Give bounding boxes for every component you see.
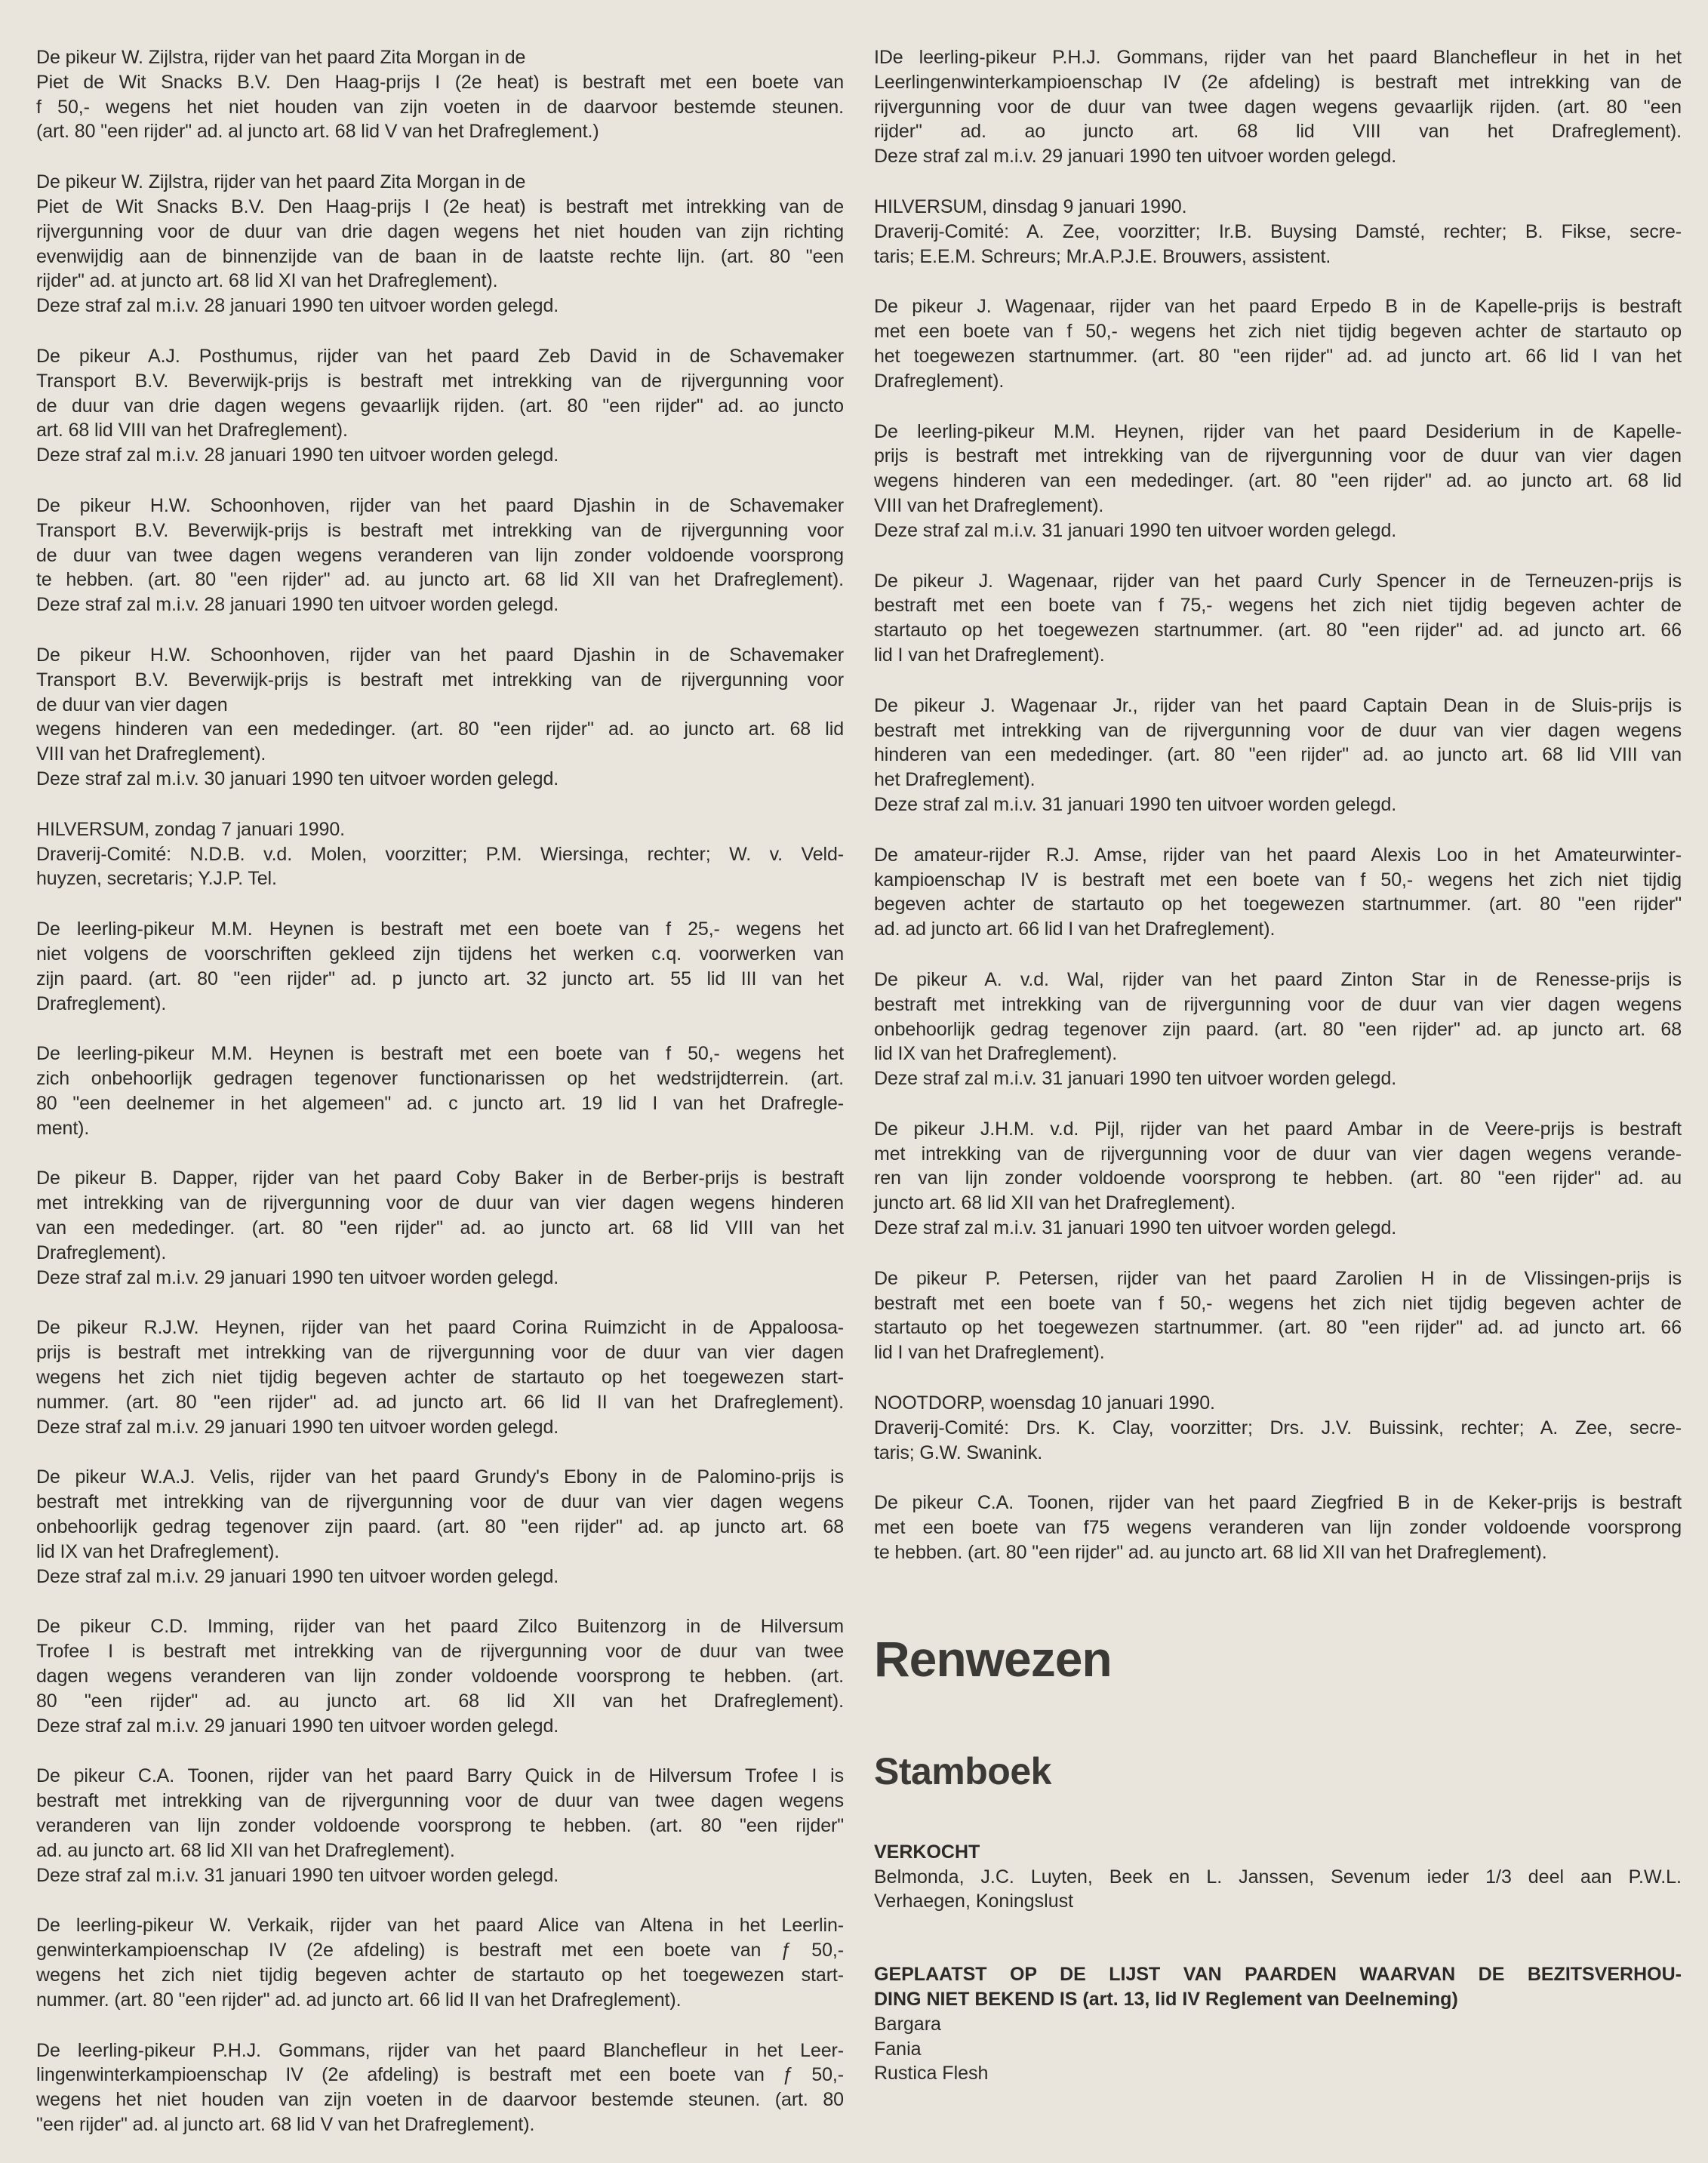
notice-line: de duur van vier dagen [36,694,228,715]
notice-line: Deze straf zal m.i.v. 29 januari 1990 ten uitvoer worden gelegd. [36,1715,559,1737]
verkocht-line: Verhaegen, Koningslust [874,1891,1074,1912]
notice-line: Deze straf zal m.i.v. 29 januari 1990 ten uitvoer worden gelegd. [36,1266,559,1288]
section-title: Renwezen [874,1630,1112,1687]
notice-line: Draverij-Comité: N.D.B. v.d. Molen, voorzitter; P.M. Wiersinga, rechter; W. v. Veld- [36,843,844,865]
notice-line: De leerling-pikeur M.M. Heynen is bestraft met een boete van f 50,- wegens het [36,1043,844,1065]
notice-line: wegens hinderen van een mededinger. (art. 80 "een rijder" ad. ao juncto art. 68 lid [874,470,1682,492]
notice-line: lingenwinterkampioenschap IV (2e afdeling) is bestraft met een boete van ƒ 50,- [36,2064,844,2086]
notice-line: nummer. (art. 80 "een rijder" ad. ad juncto art. 66 lid II van het Drafreglement). [36,1391,844,1413]
notice-line: startauto op het toegewezen startnummer. (art. 80 "een rijder" ad. ad juncto art. 66 [874,1317,1682,1339]
notice-line: bestraft met intrekking van de rijvergunning voor de duur van twee dagen wegens [36,1790,844,1812]
notice-line: De pikeur C.A. Toonen, rijder van het paard Ziegfried B in de Keker-prijs is bestraft [874,1492,1682,1514]
notice-line: het toegewezen startnummer. (art. 80 "een rijder" ad. ad juncto art. 66 lid I van het [874,345,1682,367]
notice-paragraph [36,1315,844,1439]
notice-line: De pikeur P. Petersen, rijder van het paard Zarolien H in de Vlissingen-prijs is [874,1267,1682,1289]
notice-line: Deze straf zal m.i.v. 30 januari 1990 ten uitvoer worden gelegd. [36,768,559,789]
notice-paragraph [874,420,1682,543]
notice-line: De pikeur C.D. Imming, rijder van het paard Zilco Buitenzorg in de Hilversum [36,1616,844,1638]
notice-line: zich onbehoorlijk gedragen tegenover functionarissen op het wedstrijdterrein. (art. [36,1068,844,1090]
notice-line: Drafreglement). [36,992,167,1014]
notice-line: Deze straf zal m.i.v. 31 januari 1990 ten uitvoer worden gelegd. [36,1864,559,1886]
notice-line: wegens het niet houden van zijn voeten in de daarvoor bestemde steunen. (art. 80 [36,2089,844,2111]
notice-line: wegens het zich niet tijdig begeven achter de startauto op het toegewezen start- [36,1367,844,1389]
notice-line: genwinterkampioenschap IV (2e afdeling) is bestraft met een boete van ƒ 50,- [36,1940,844,1961]
notice-paragraph [36,1764,844,1888]
notice-line: (art. 80 "een rijder" ad. al juncto art. 68 lid V van het Drafreglement.) [36,121,599,143]
notice-line: taris; E.E.M. Schreurs; Mr.A.P.J.E. Brouwers, assistent. [874,245,1331,267]
notice-line: art. 68 lid VIII van het Drafreglement). [36,420,348,442]
notice-line: wegens hinderen van een mededinger. (art. 80 "een rijder" ad. ao juncto art. 68 lid [36,718,844,740]
notice-line: veranderen van lijn zonder voldoende voorsprong te hebben. (art. 80 "een rijder" [36,1815,844,1837]
notice-paragraph [36,1042,844,1140]
notice-line: VIII van het Drafreglement). [874,494,1104,516]
notice-line: startauto op het toegewezen startnummer. (art. 80 "een rijder" ad. ad juncto art. 66 [874,620,1682,642]
notice-line: prijs is bestraft met intrekking van de rijvergunning voor de duur van vier dagen [874,445,1682,467]
notice-paragraph [874,843,1682,942]
notice-line: met intrekking van de rijvergunning voor de duur van vier dagen wegens verande- [874,1143,1682,1165]
notice-line: Deze straf zal m.i.v. 28 januari 1990 ten uitvoer worden gelegd. [36,594,559,616]
notice-paragraph [36,45,844,144]
notice-line: de duur van twee dagen wegens veranderen van lijn zonder voldoende voorsprong [36,544,844,566]
notice-line: De amateur-rijder R.J. Amse, rijder van het paard Alexis Loo in het Amateurwinter- [874,844,1682,866]
notice-paragraph [36,817,844,891]
notice-line: Transport B.V. Beverwijk-prijs is bestraft met intrekking van de rijvergunning voor [36,669,844,691]
notice-line: De leerling-pikeur M.M. Heynen, rijder van het paard Desiderium in de Kapelle- [874,420,1682,442]
notice-line: evenwijdig aan de binnenzijde van de baan in de laatste rechte lijn. (art. 80 "een [36,245,844,267]
notice-line: taris; G.W. Swanink. [874,1441,1043,1463]
notice-line: VIII van het Drafreglement). [36,743,266,765]
geplaatst-heading [874,1962,1682,2012]
notice-line: Deze straf zal m.i.v. 29 januari 1990 ten uitvoer worden gelegd. [874,146,1397,168]
notice-line: de duur van drie dagen wegens gevaarlijk rijden. (art. 80 "een rijder" ad. ao juncto [36,395,844,417]
notice-line: kampioenschap IV is bestraft met een boete van f 50,- wegens het zich niet tijdig [874,869,1682,891]
notice-line: van een mededinger. (art. 80 "een rijder" ad. ao juncto art. 68 lid VIII van het [36,1217,844,1239]
notice-paragraph [874,294,1682,393]
notice-paragraph [36,2038,844,2137]
notice-line: niet volgens de voorschriften gekleed zijn tijdens het werken c.q. voorwerken van [36,943,844,965]
notice-line: te hebben. (art. 80 "een rijder" ad. au juncto art. 68 lid XII van het Drafreglement). [874,1542,1547,1564]
notice-paragraph [874,1391,1682,1465]
left-column [36,45,844,2163]
notice-line: "een rijder" ad. al juncto art. 68 lid V van het Drafreglement). [36,2113,535,2135]
notice-line: De pikeur J. Wagenaar, rijder van het paard Curly Spencer in de Terneuzen-prijs is [874,570,1682,592]
notice-line: Deze straf zal m.i.v. 28 januari 1990 ten uitvoer worden gelegd. [36,295,559,317]
notice-line: begeven achter de startauto op het toegewezen startnummer. (art. 80 "een rijder" [874,894,1682,915]
notice-paragraph [874,1117,1682,1241]
notice-line: lid I van het Drafreglement). [874,1342,1105,1364]
geplaatst-list [874,2012,1682,2086]
notice-line: Piet de Wit Snacks B.V. Den Haag-prijs I (2e heat) is bestraft met intrekking van de [36,195,844,217]
geplaatst-heading-line: GEPLAATST OP DE LIJST VAN PAARDEN WAARVAN DE BEZITSVERHOU- [874,1964,1682,1986]
notice-line: NOOTDORP, woensdag 10 januari 1990. [874,1392,1215,1414]
notice-line: IDe leerling-pikeur P.H.J. Gommans, rijder van het paard Blanchefleur in het in het [874,47,1682,68]
notice-line: Deze straf zal m.i.v. 31 januari 1990 ten uitvoer worden gelegd. [874,1068,1397,1090]
notice-line: juncto art. 68 lid XII van het Drafreglement). [874,1192,1236,1214]
horse-name: Rustica Flesh [874,2063,989,2085]
notice-line: rijvergunning voor de duur van drie dagen wegens het niet houden van zijn richting [36,220,844,242]
notice-line: De leerling-pikeur P.H.J. Gommans, rijder van het paard Blanchefleur in het Leer- [36,2039,844,2061]
right-column-paragraphs [874,45,1682,1565]
notice-line: Draverij-Comité: Drs. K. Clay, voorzitter; Drs. J.V. Buissink, rechter; A. Zee, secre- [874,1417,1682,1438]
notice-line: De pikeur C.A. Toonen, rijder van het paard Barry Quick in de Hilversum Trofee I is [36,1765,844,1787]
notice-line: f 50,- wegens het niet houden van zijn voeten in de daarvoor bestemde steunen. [36,96,844,118]
notice-line: Deze straf zal m.i.v. 31 januari 1990 ten uitvoer worden gelegd. [874,519,1397,541]
horse-name: Fania [874,2038,922,2060]
notice-line: Transport B.V. Beverwijk-prijs is bestraft met intrekking van de rijvergunning voor [36,370,844,392]
notice-line: De pikeur W.A.J. Velis, rijder van het paard Grundy's Ebony in de Palomino-prijs is [36,1466,844,1488]
notice-line: Deze straf zal m.i.v. 28 januari 1990 ten uitvoer worden gelegd. [36,445,559,466]
notice-line: De pikeur J. Wagenaar Jr., rijder van het paard Captain Dean in de Sluis-prijs is [874,694,1682,716]
notice-paragraph [36,917,844,1016]
notice-line: met een boete van f 50,- wegens het zich niet tijdig begeven achter de startauto op [874,321,1682,343]
notice-line: De pikeur W. Zijlstra, rijder van het paard Zita Morgan in de [36,47,526,68]
notice-line: lid IX van het Drafreglement). [36,1540,280,1562]
notice-line: 80 "een rijder" ad. au juncto art. 68 lid XII van het Drafreglement). [36,1690,844,1712]
notice-line: rijder" ad. ao juncto art. 68 lid VIII van het Drafreglement). [874,121,1682,143]
notice-line: Deze straf zal m.i.v. 29 januari 1990 ten uitvoer worden gelegd. [36,1416,559,1438]
notice-line: Drafreglement). [36,1241,167,1263]
notice-paragraph [874,1266,1682,1365]
notice-line: bestraft met een boete van f 75,- wegens het zich niet tijdig begeven achter de [874,595,1682,617]
notice-paragraph [36,494,844,617]
right-column [874,45,1682,2086]
notice-paragraph [874,569,1682,668]
notice-line: zijn paard. (art. 80 "een rijder" ad. p juncto art. 32 juncto art. 55 lid III van het [36,968,844,989]
notice-paragraph [36,1166,844,1290]
notice-line: De leerling-pikeur W. Verkaik, rijder van het paard Alice van Altena in het Leerlin- [36,1915,844,1937]
notice-line: De pikeur J.H.M. v.d. Pijl, rijder van het paard Ambar in de Veere-prijs is bestraft [874,1118,1682,1140]
notice-line: Deze straf zal m.i.v. 31 januari 1990 ten uitvoer worden gelegd. [874,1217,1397,1239]
notice-line: Leerlingenwinterkampioenschap IV (2e afdeling) is bestraft met intrekking van de [874,71,1682,93]
notice-line: rijvergunning voor de duur van twee dagen wegens gevaarlijk rijden. (art. 80 "een [874,96,1682,118]
notice-line: ad. au juncto art. 68 lid XII van het Drafreglement). [36,1839,455,1861]
notice-paragraph [36,1465,844,1589]
notice-line: ren van lijn zonder voldoende voorsprong te hebben. (art. 80 "een rijder" ad. au [874,1168,1682,1189]
notice-line: met intrekking van de rijvergunning voor de duur van vier dagen wegens hinderen [36,1192,844,1214]
geplaatst-heading-line: DING NIET BEKEND IS (art. 13, lid IV Reglement van Deelneming) [874,1989,1458,2011]
verkocht-heading: VERKOCHT [874,1841,980,1863]
notice-paragraph [874,45,1682,169]
notice-line: Piet de Wit Snacks B.V. Den Haag-prijs I (2e heat) is bestraft met een boete van [36,71,844,93]
notice-paragraph [36,344,844,468]
notice-line: bestraft met intrekking van de rijvergunning voor de duur van vier dagen wegens [874,719,1682,741]
notice-line: bestraft met intrekking van de rijvergunning voor de duur van vier dagen wegens [874,993,1682,1015]
notice-line: HILVERSUM, zondag 7 januari 1990. [36,818,345,840]
notice-line: met een boete van f75 wegens veranderen van lijn zonder voldoende voorsprong [874,1517,1682,1539]
notice-paragraph [36,1913,844,2012]
notice-line: Transport B.V. Beverwijk-prijs is bestraft met intrekking van de rijvergunning voor [36,519,844,541]
notice-line: onbehoorlijk gedrag tegenover zijn paard. (art. 80 "een rijder" ad. ap juncto art. 68 [36,1516,844,1538]
notice-line: De leerling-pikeur M.M. Heynen is bestraft met een boete van f 25,- wegens het [36,918,844,940]
notice-line: bestraft met intrekking van de rijvergunning voor de duur van vier dagen wegens [36,1491,844,1513]
notice-line: lid IX van het Drafreglement). [874,1043,1118,1065]
notice-line: ment). [36,1117,90,1139]
notice-line: prijs is bestraft met intrekking van de rijvergunning voor de duur van vier dagen [36,1342,844,1364]
notice-paragraph [874,694,1682,817]
notice-paragraph [874,195,1682,269]
notice-line: ad. ad juncto art. 66 lid I van het Drafreglement). [874,918,1276,940]
notice-line: bestraft met een boete van f 50,- wegens het zich niet tijdig begeven achter de [874,1292,1682,1314]
notice-paragraph [874,1491,1682,1565]
notice-line: De pikeur W. Zijlstra, rijder van het paard Zita Morgan in de [36,171,526,193]
notice-line: Deze straf zal m.i.v. 29 januari 1990 ten uitvoer worden gelegd. [36,1565,559,1587]
notice-line: De pikeur A.J. Posthumus, rijder van het paard Zeb David in de Schavemaker [36,345,844,367]
notice-line: hinderen van een mededinger. (art. 80 "een rijder" ad. ao juncto art. 68 lid VIII van [874,744,1682,766]
notice-line: te hebben. (art. 80 "een rijder" ad. au juncto art. 68 lid XII van het Drafreglement). [36,569,844,591]
notice-paragraph [36,170,844,318]
horse-name: Bargara [874,2013,941,2035]
notice-line: De pikeur J. Wagenaar, rijder van het paard Erpedo B in de Kapelle-prijs is bestraft [874,296,1682,318]
notice-line: het Drafreglement). [874,769,1036,791]
notice-paragraph [874,968,1682,1091]
verkocht-text [874,1865,1682,1915]
verkocht-line: Belmonda, J.C. Luyten, Beek en L. Janssen, Sevenum ieder 1/3 deel aan P.W.L. [874,1866,1682,1888]
notice-line: nummer. (art. 80 "een rijder" ad. ad juncto art. 66 lid II van het Drafreglement). [36,1989,682,2011]
notice-line: rijder" ad. at juncto art. 68 lid XI van het Drafreglement). [36,270,498,292]
notice-paragraph [36,643,844,792]
notice-paragraph [36,1614,844,1738]
notice-line: De pikeur B. Dapper, rijder van het paard Coby Baker in de Berber-prijs is bestraft [36,1168,844,1189]
notice-line: De pikeur H.W. Schoonhoven, rijder van het paard Djashin in de Schavemaker [36,494,844,516]
notice-line: Draverij-Comité: A. Zee, voorzitter; Ir.B. Buysing Damsté, rechter; B. Fikse, secre- [874,220,1682,242]
subsection-title: Stamboek [874,1749,1051,1792]
notice-line: Drafreglement). [874,370,1005,392]
notice-line: wegens het zich niet tijdig begeven achter de startauto op het toegewezen start- [36,1965,844,1986]
notice-line: 80 "een deelnemer in het algemeen" ad. c juncto art. 19 lid I van het Drafregle- [36,1092,844,1114]
notice-line: Deze straf zal m.i.v. 31 januari 1990 ten uitvoer worden gelegd. [874,793,1397,815]
notice-line: De pikeur R.J.W. Heynen, rijder van het paard Corina Ruimzicht in de Appaloosa- [36,1317,844,1339]
notice-line: onbehoorlijk gedrag tegenover zijn paard. (art. 80 "een rijder" ad. ap juncto art. 68 [874,1018,1682,1040]
notice-line: dagen wegens veranderen van lijn zonder voldoende voorsprong te hebben. (art. [36,1666,844,1688]
notice-line: Trofee I is bestraft met intrekking van de rijvergunning voor de duur van twee [36,1641,844,1663]
notice-line: De pikeur A. v.d. Wal, rijder van het paard Zinton Star in de Renesse-prijs is [874,968,1682,990]
notice-line: De pikeur H.W. Schoonhoven, rijder van het paard Djashin in de Schavemaker [36,644,844,666]
notice-line: HILVERSUM, dinsdag 9 januari 1990. [874,195,1187,217]
notice-line: huyzen, secretaris; Y.J.P. Tel. [36,868,277,890]
notice-line: lid I van het Drafreglement). [874,644,1105,666]
